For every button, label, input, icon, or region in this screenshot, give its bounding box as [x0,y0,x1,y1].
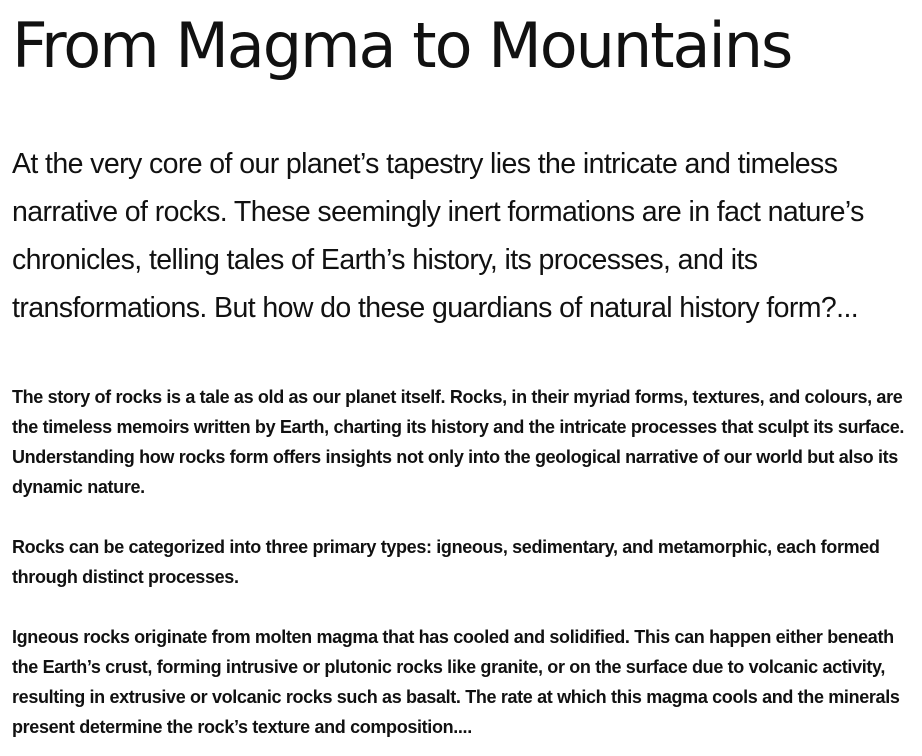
body-paragraph-3: Igneous rocks originate from molten magma that has cooled and solidified. This can happen either beneath the Earth’s crust, forming intrusive or plutonic rocks like granite, or on the surface due to volcanic activity, resulting in extrusive or volcanic rocks such as basalt. The rate at which this magma cools and the minerals present determine the rock’s texture and composition.... [12,627,900,737]
article-intro: At the very core of our planet’s tapestry lies the intricate and timeless narrative of rocks. These seemingly inert formations are in fact nature’s chronicles, telling tales of Earth’s history, its processes, and its transformations. But how do these guardians of natural history form?... [12,148,864,324]
body-paragraph-2: Rocks can be categorized into three primary types: igneous, sedimentary, and metamorphic, each formed through distinct processes. [12,537,880,587]
article-title: From Magma to Mountains [12,9,792,82]
body-paragraph-1: The story of rocks is a tale as old as our planet itself. Rocks, in their myriad forms, textures, and colours, are the timeless memoirs written by Earth, charting its history and the intricate processes that sculpt its surface. Understanding how rocks form offers insights not only into the geological narrative of our world but also its dynamic nature. [12,387,905,497]
